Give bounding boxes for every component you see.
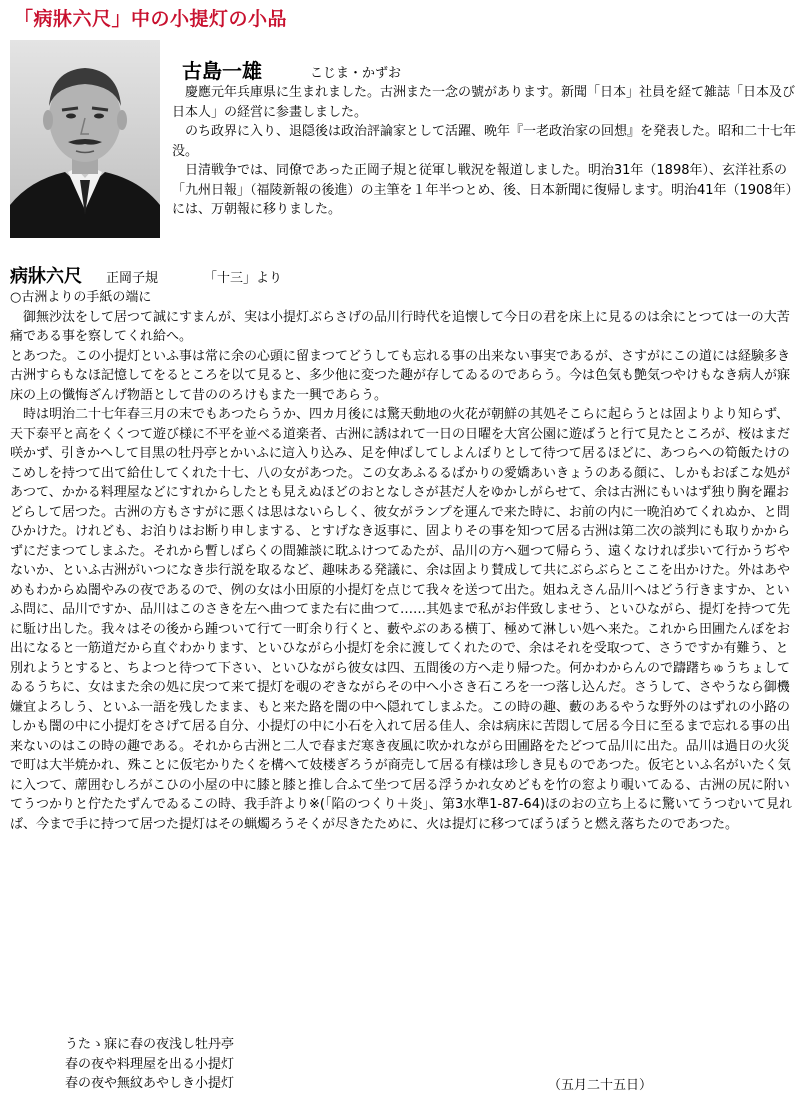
page-title: 「病牀六尺」中の小提灯の小品 [14, 8, 288, 30]
bio-paragraph: のち政界に入り、退隠後は政治評論家として活躍、晩年『一老政治家の回想』を発表した。昭和二十七年没。 [172, 124, 797, 159]
section-author: 正岡子規 [106, 271, 159, 286]
haiku-line: うたゝ寐に春の夜浅し牡丹亭 [65, 1037, 235, 1052]
date-note: （五月二十五日） [548, 1078, 653, 1093]
bio-name: 古島一雄 [182, 59, 262, 83]
bio-reading: こじま・かずお [310, 66, 402, 81]
bio-paragraph: 日清戦争では、同僚であった正岡子規と従軍し戦況を報道しました。明治31年（1898年）、玄洋社系の「九州日報」（福陵新報の後進）の主筆を１年半つとめ、後、日本新聞に復帰します。明治41年（1908年）には、万朝報に移りました。 [172, 163, 793, 217]
section-chapter: 「十三」より [204, 271, 283, 286]
bio-text [172, 83, 797, 220]
haiku-line: 春の夜や無紋あやしき小提灯 [65, 1076, 235, 1091]
haiku-line: 春の夜や料理屋を出る小提灯 [65, 1056, 235, 1072]
body-paragraph: 時は明治二十七年春三月の末でもあつたらうか、四カ月後には驚天動地の火花が朝鮮の其処そこらに起らうとは固よりより知らず、天下泰平と高をくくつて遊び様に不平を並べる道楽者、古洲に誘はれて一日の日曜を大宮公園に遊ばうと行て見たところが、桜はまだ咲かず、引きかへして目黒の牡丹亭とかいふに這入り込み、足を伸ばしてしよんぼりとして待つて居るほどに、あつらへの筍飯たけのこめしを持つて出て給仕してくれた十七、八の女があつた。この女あふるるばかりの愛嬌あいきょうのある顔に、しかもおぼこな処があつて、かかる料理屋などにすれからしたとも見えぬほどのおとなしさが甚だ人をゆかしがらせて、余は古洲にもいはず独り胸を躍おどらして居つた。古洲の方もさすがに悪くは思はないらしく、彼女がランプを運んで来た時に、お前の内に一晩泊めてくれぬか、と問ひかけた。けれども、お泊りはお断り申しまする、とすげなき返事に、固よりその事を知つて居る古洲は第二次の談判にも取りかからずにだまつてしまふた。それから暫しばらくの間雑談に耽ふけつてゐたが、品川の方へ廻つて帰らう、遠くなければ歩いて行かうぢやないか、といふ古洲がいつになき歩行説を取るなど、趣味ある発議に、余は固より賛成して共にぶらぶらとここを出かけた。外はあやめもわからぬ闇やみの夜であるので、例の女は小田原的小提灯を点じて我々を送つて出た。姐ねえさん品川へはどう行きますか、といふ問に、品川ですか、品川はこのさきを左へ曲つてまた右に曲つて……其処まで私がお伴致しませう、といひながら、提灯を持つて先に駈け出した。我々はその後から踵ついて行て一町余り行くと、藪やぶのある横丁、極めて淋しい処へ来た。これから田圃たんぼをお出になると一筋道だから直ぐわかります、といひながら小提灯を余に渡してくれたので、余はそれを受取つて、さうですか有難う、と別れようとすると、ちよつと待つて下さい、といひながら彼女は四、五間後の方へ走り帰つた。何かわからんので躊躇ちゅうちょしてゐるうちに、女はまた余の処に戻つて来て提灯を覗のぞきながらその中へ小さき石ころを一つ落し込んだ。さうして、さやうなら御機嫌宜よろしう、といふ一語を残したまま、もと来た路を闇の中へ隠れてしまふた。この時の趣、藪のあるやうな野外のはずれの小路のしかも闇の中に小提灯をさげて居る自分、小提灯の中に小石を入れて居る佳人、余は病床に苦悶して居る今日に至るまで忘れる事の出来ないのはこの時の趣である。それから古洲と二人で春まだ寒き夜風に吹かれながら田圃路をたどつて品川に出た。品川は過日の火災で町は大半焼かれ、殊ことに仮宅かりたくを構へて妓楼ぎろうが商売して居る有様は珍しき見ものであつた。仮宅といふ名がいたく気に入つて、蓆囲むしろがこひの小屋の中に膝と膝と推し合ふて坐つて居る浮うかれ女めどもを竹の窓より覗いてゐる、古洲の尻に附いてうつかりと佇たたずんでゐるこの時、我手許より※(「陷のつくり＋炎」、第3水準1-87-64)ほのおの立ち上るに驚いてうつむいて見れば、今まで手に持つて居つた提灯はその蝋燭ろうそくが尽きたために、火は提灯に移つてぼうぼうと燃え落ちたのであつた。 [10, 407, 793, 832]
body-paragraph: 御無沙汰をして居つて誠にすまんが、実は小提灯ぶらさげの品川行時代を追懐して今日の君を床上に見るのは余にとつては一の大苦痛である事を察してくれ給へ。 [10, 309, 790, 344]
body-text [10, 288, 795, 834]
body-paragraph: とあつた。この小提灯といふ事は常に余の心頭に留まつてどうしても忘れる事の出来ない事実であるが、さすがにこの道には経験多き古洲すらもなほ記憶してをるところを以て見ると、多少他に変つた趣が存してゐるのであらう。今は色気も艶気つやけもなき病人が寐床の上の懺悔ざんげ物語として昔ののろけもまた一興であらう。 [10, 348, 791, 403]
haiku-list [65, 1035, 234, 1094]
section-header [10, 262, 282, 288]
portrait-image [10, 40, 160, 238]
body-paragraph: ○古洲よりの手紙の端に [10, 290, 152, 305]
section-title: 病牀六尺 [10, 266, 82, 287]
portrait-photo [10, 40, 160, 238]
bio-paragraph: 慶應元年兵庫県に生まれました。古洲また一念の號があります。新聞「日本」社員を経て雑誌「日本及び日本人」の経営に参畫しました。 [172, 85, 795, 120]
